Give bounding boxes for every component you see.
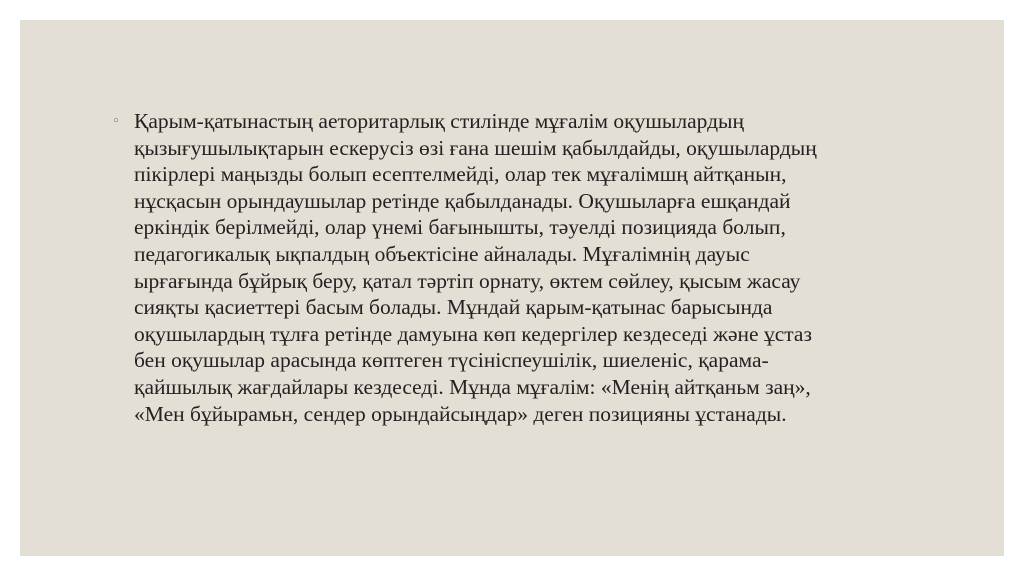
hollow-circle-bullet-icon: ◦ [112,114,120,129]
bullet-item [112,108,952,427]
bullet-paragraph: Қарым-қатынастың аеторитарлық стилінде мұғалім оқушылардың қызығушылықтарын ескерусіз өзі ғана шешім қабылдайды, оқушылардың пікірлері маңызды болып есептелмейді, олар тек мұғалімшң айтқанын, нұсқасын орындаушылар ретінде қабылданады. Оқушыларға ешқандай еркіндік берілмейді, олар үнемі бағынышты, тәуелді позицияда болып, педагогикалық ықпалдың объектісіне айналады. Мұғалімнің дауыс ырғағында бұйрық беру, қатал тәртіп орнату, өктем сөйлеу, қысым жасау сияқты қасиеттері басым болады. Мұндай қарым-қатынас барысында оқушылардың тұлға ретінде дамуына көп кедергілер кездеседі және ұстаз бен оқушылар арасында көптеген түсініспеушілік, шиеленіс, қарама- қайшылық жағдайлары кездеседі. Мұнда мұғалім: «Менің айтқаньм заң», «Мен бұйырамьн, сендер орындайсыңдар» деген позицияны ұстанады. [134,109,817,426]
slide [20,20,1004,556]
